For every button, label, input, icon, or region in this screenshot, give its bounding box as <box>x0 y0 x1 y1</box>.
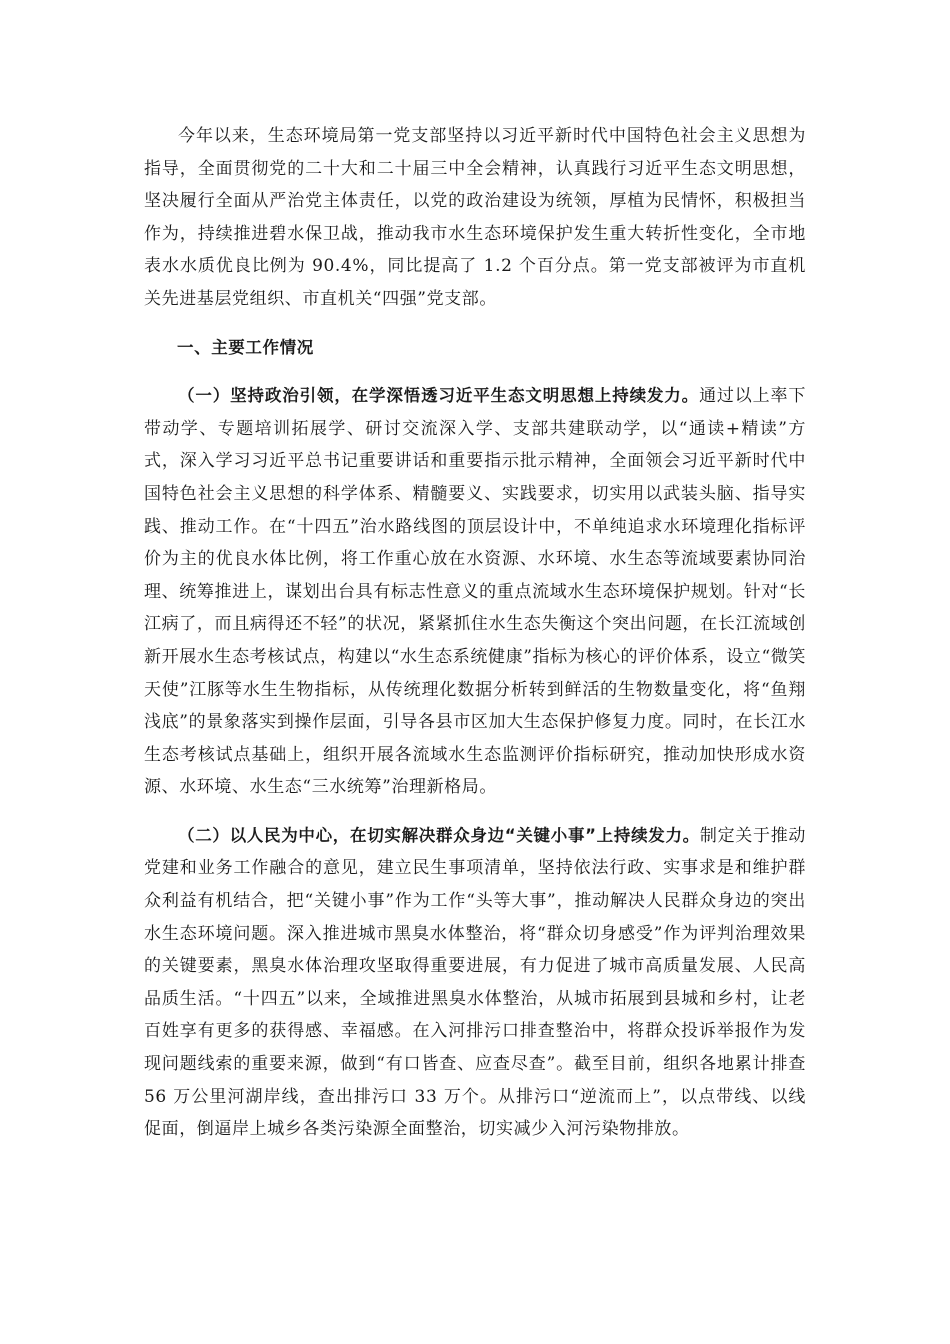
document-page <box>144 120 806 1162</box>
item-one-lead: （一）坚持政治引领，在学深悟透习近平生态文明思想上持续发力。 <box>178 386 700 406</box>
item-one-body: 通过以上率下带动学、专题培训拓展学、研讨交流深入学、支部共建联动学，以“通读+精读”方式，深入学习习近平总书记重要讲话和重要指示批示精神，全面领会习近平新时代中国特色社会主义思想的科学体系、精髓要义、实践要求，切实用以武装头脑、指导实践、推动工作。在“十四五”治水路线图的顶层设计中，不单纯追求水环境理化指标评价为主的优良水体比例，将工作重心放在水资源、水环境、水生态等流域要素协同治理、统筹推进上，谋划出台具有标志性意义的重点流域水生态环境保护规划。针对“长江病了，而且病得还不轻”的状况，紧紧抓住水生态失衡这个突出问题，在长江流域创新开展水生态考核试点，构建以“水生态系统健康”指标为核心的评价体系，设立“微笑天使”江豚等水生生物指标，从传统理化数据分析转到鲜活的生物数量变化，将“鱼翔浅底”的景象落实到操作层面，引导各县市区加大生态保护修复力度。同时，在长江水生态考核试点基础上，组织开展各流域水生态监测评价指标研究，推动加快形成水资源、水环境、水生态“三水统筹”治理新格局。 <box>144 386 807 798</box>
item-two-paragraph <box>144 820 806 1146</box>
section-heading: 一、主要工作情况 <box>177 337 314 357</box>
item-two-lead: （二）以人民为中心，在切实解决群众身边“关键小事”上持续发力。 <box>178 825 700 845</box>
item-two-body: 制定关于推动党建和业务工作融合的意见，建立民生事项清单，坚持依法行政、实事求是和维护群众利益有机结合，把“关键小事”作为工作“头等大事”，推动解决人民群众身边的突出水生态环境问题。深入推进城市黑臭水体整治，将“群众切身感受”作为评判治理效果的关键要素，黑臭水体治理攻坚取得重要进展，有力促进了城市高质量发展、人民高品质生活。“十四五”以来，全域推进黑臭水体整治，从城市拓展到县城和乡村，让老百姓享有更多的获得感、幸福感。在入河排污口排查整治中，将群众投诉举报作为发现问题线索的重要来源，做到“有口皆查、应查尽查”。截至目前，组织各地累计排查 56 万公里河湖岸线，查出排污口 33 万个。从排污口“逆流而上”，以点带线、以线促面，倒逼岸上城乡各类污染源全面整治，切实减少入河污染物排放。 <box>144 825 806 1140</box>
intro-paragraph: 今年以来，生态环境局第一党支部坚持以习近平新时代中国特色社会主义思想为指导，全面贯彻党的二十大和二十届三中全会精神，认真践行习近平生态文明思想，坚决履行全面从严治党主体责任，以党的政治建设为统领，厚植为民情怀，积极担当作为，持续推进碧水保卫战，推动我市水生态环境保护发生重大转折性变化，全市地表水水质优良比例为 90.4%，同比提高了 1.2 个百分点。第一党支部被评为市直机关先进基层党组织、市直机关“四强”党支部。 <box>144 126 806 309</box>
item-one-paragraph <box>144 380 806 804</box>
